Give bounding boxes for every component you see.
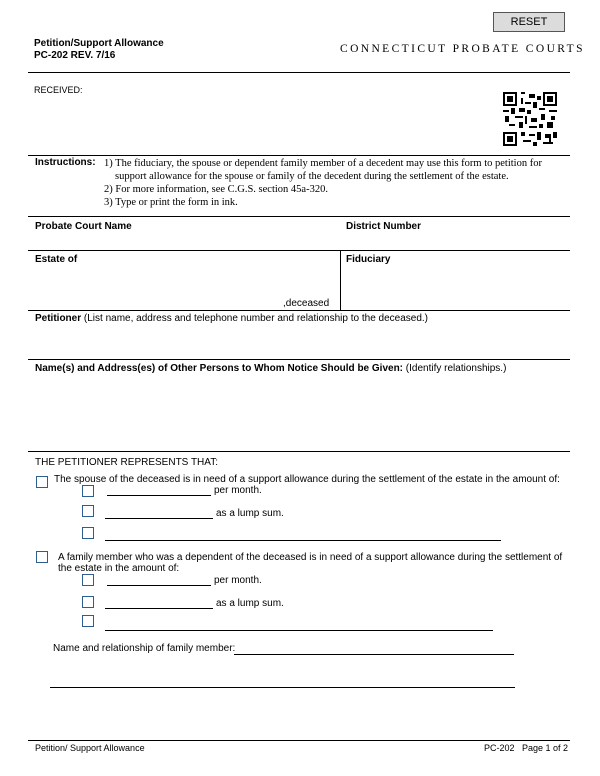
estate-fiduciary-separator [340, 250, 341, 310]
estate-of-field[interactable] [34, 268, 334, 296]
petitioner-divider [28, 359, 570, 360]
spouse-other-field[interactable] [105, 530, 501, 541]
instructions-label: Instructions: [35, 157, 96, 168]
instructions-divider [28, 216, 570, 217]
notice-persons-note: (Identify relationships.) [403, 363, 507, 374]
estate-divider [28, 310, 570, 311]
family-per-month-amount[interactable] [107, 575, 211, 586]
instruction-item-3: 3) Type or print the form in ink. [104, 197, 238, 208]
notice-divider [28, 451, 570, 452]
header-divider [28, 72, 570, 73]
district-number-field[interactable] [346, 234, 566, 248]
qr-code-icon [503, 92, 557, 146]
instructions-list [104, 157, 564, 209]
court-divider [28, 250, 570, 251]
instruction-item-1: 1) The fiduciary, the spouse or dependent family member of a decedent may use this form to petition for [104, 158, 542, 169]
footer-page-number: PC-202 Page 1 of 2 [484, 743, 569, 753]
petitioner-note: (List name, address and telephone number and relationship to the deceased.) [81, 313, 429, 324]
spouse-per-month-amount[interactable] [107, 485, 211, 496]
estate-of-label: Estate of [35, 254, 78, 265]
family-statement-line-2: the estate in the amount of: [58, 563, 180, 574]
spouse-lump-sum-checkbox[interactable] [82, 505, 94, 517]
family-lump-sum-label: as a lump sum. [216, 598, 284, 609]
family-checkbox[interactable] [36, 551, 48, 563]
notice-persons-label-bold: Name(s) and Address(es) of Other Persons to Whom Notice Should be Given: [35, 363, 404, 374]
form-title: Petition/Support Allowance [34, 38, 164, 49]
spouse-per-month-checkbox[interactable] [82, 485, 94, 497]
footer-divider [28, 740, 570, 741]
notice-persons-label [35, 363, 506, 374]
footer-form-title: Petition/ Support Allowance [35, 743, 145, 753]
petitioner-label [35, 313, 428, 324]
court-name-header: CONNECTICUT PROBATE COURTS [340, 43, 585, 55]
district-number-label: District Number [346, 221, 422, 232]
petitioner-label-bold: Petitioner [35, 313, 82, 324]
family-lump-sum-amount[interactable] [105, 598, 213, 609]
spouse-statement: The spouse of the deceased is in need of a support allowance during the settlement of the estate in the amount of: [54, 474, 560, 485]
fiduciary-field[interactable] [346, 268, 566, 306]
family-name-label: Name and relationship of family member: [53, 643, 236, 654]
fiduciary-label: Fiduciary [346, 254, 391, 265]
family-statement [58, 552, 562, 574]
family-lump-sum-checkbox[interactable] [82, 596, 94, 608]
represents-heading: THE PETITIONER REPRESENTS THAT: [35, 457, 218, 468]
notice-persons-field[interactable] [34, 377, 564, 447]
instruction-item-1-cont: support allowance for the spouse or family of the decedent during the settlement of the estate. [115, 171, 509, 182]
family-other-field[interactable] [105, 620, 493, 631]
received-label: RECEIVED: [34, 85, 83, 95]
spouse-lump-sum-amount[interactable] [105, 508, 213, 519]
probate-court-name-field[interactable] [34, 234, 334, 248]
family-other-checkbox[interactable] [82, 615, 94, 627]
family-per-month-label: per month. [214, 575, 262, 586]
petitioner-field[interactable] [34, 327, 564, 357]
family-per-month-checkbox[interactable] [82, 574, 94, 586]
form-code: PC-202 REV. 7/16 [34, 50, 116, 61]
family-name-field-cont[interactable] [50, 676, 515, 688]
reset-button[interactable]: RESET [493, 12, 565, 32]
instruction-item-2: 2) For more information, see C.G.S. section 45a-320. [104, 184, 328, 195]
family-statement-line-1: A family member who was a dependent of the deceased is in need of a support allowance during the settlement of [58, 552, 563, 563]
spouse-checkbox[interactable] [36, 476, 48, 488]
spouse-per-month-label: per month. [214, 485, 262, 496]
family-name-field[interactable] [234, 643, 514, 655]
deceased-suffix: ,deceased [283, 298, 330, 309]
spouse-other-checkbox[interactable] [82, 527, 94, 539]
probate-court-name-label: Probate Court Name [35, 221, 132, 232]
received-divider [28, 155, 570, 156]
spouse-lump-sum-label: as a lump sum. [216, 508, 284, 519]
